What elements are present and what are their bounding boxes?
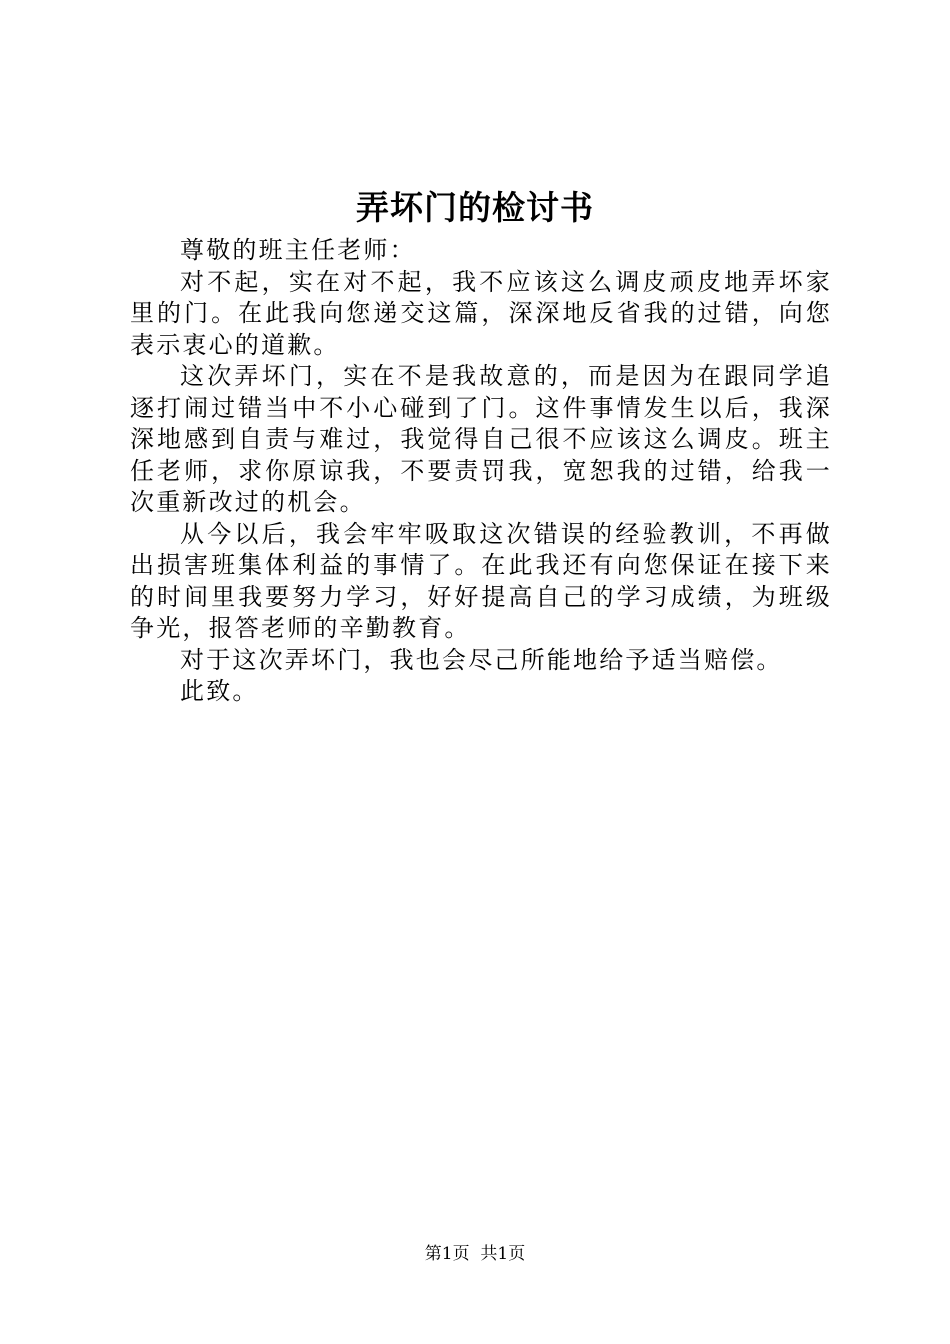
page-total: 共1页 [480, 1244, 526, 1264]
body-paragraph: 这次弄坏门，实在不是我故意的，而是因为在跟同学追逐打闹过错当中不小心碰到了门。这件事情发生以后，我深深地感到自责与难过，我觉得自己很不应该这么调皮。班主任老师，求你原谅我，不要责罚我，宽恕我的过错，给我一次重新改过的机会。 [130, 362, 832, 516]
body-paragraph: 从今以后，我会牢牢吸取这次错误的经验教训，不再做出损害班集体利益的事情了。在此我还有向您保证在接下来的时间里我要努力学习，好好提高自己的学习成绩，为班级争光，报答老师的辛勤教育。 [130, 519, 832, 642]
salutation: 尊敬的班主任老师： [180, 236, 416, 264]
document-title: 弄坏门的检讨书 [356, 188, 594, 227]
body-paragraph: 对不起，实在对不起，我不应该这么调皮顽皮地弄坏家里的门。在此我向您递交这篇，深深地反省我的过错，向您表示衷心的道歉。 [130, 267, 832, 359]
closing: 此致。 [180, 677, 259, 705]
page-footer [0, 1242, 950, 1266]
body-paragraph: 对于这次弄坏门，我也会尽己所能地给予适当赔偿。 [180, 645, 783, 674]
page-number: 第1页 [424, 1244, 470, 1264]
document-body [130, 235, 832, 708]
